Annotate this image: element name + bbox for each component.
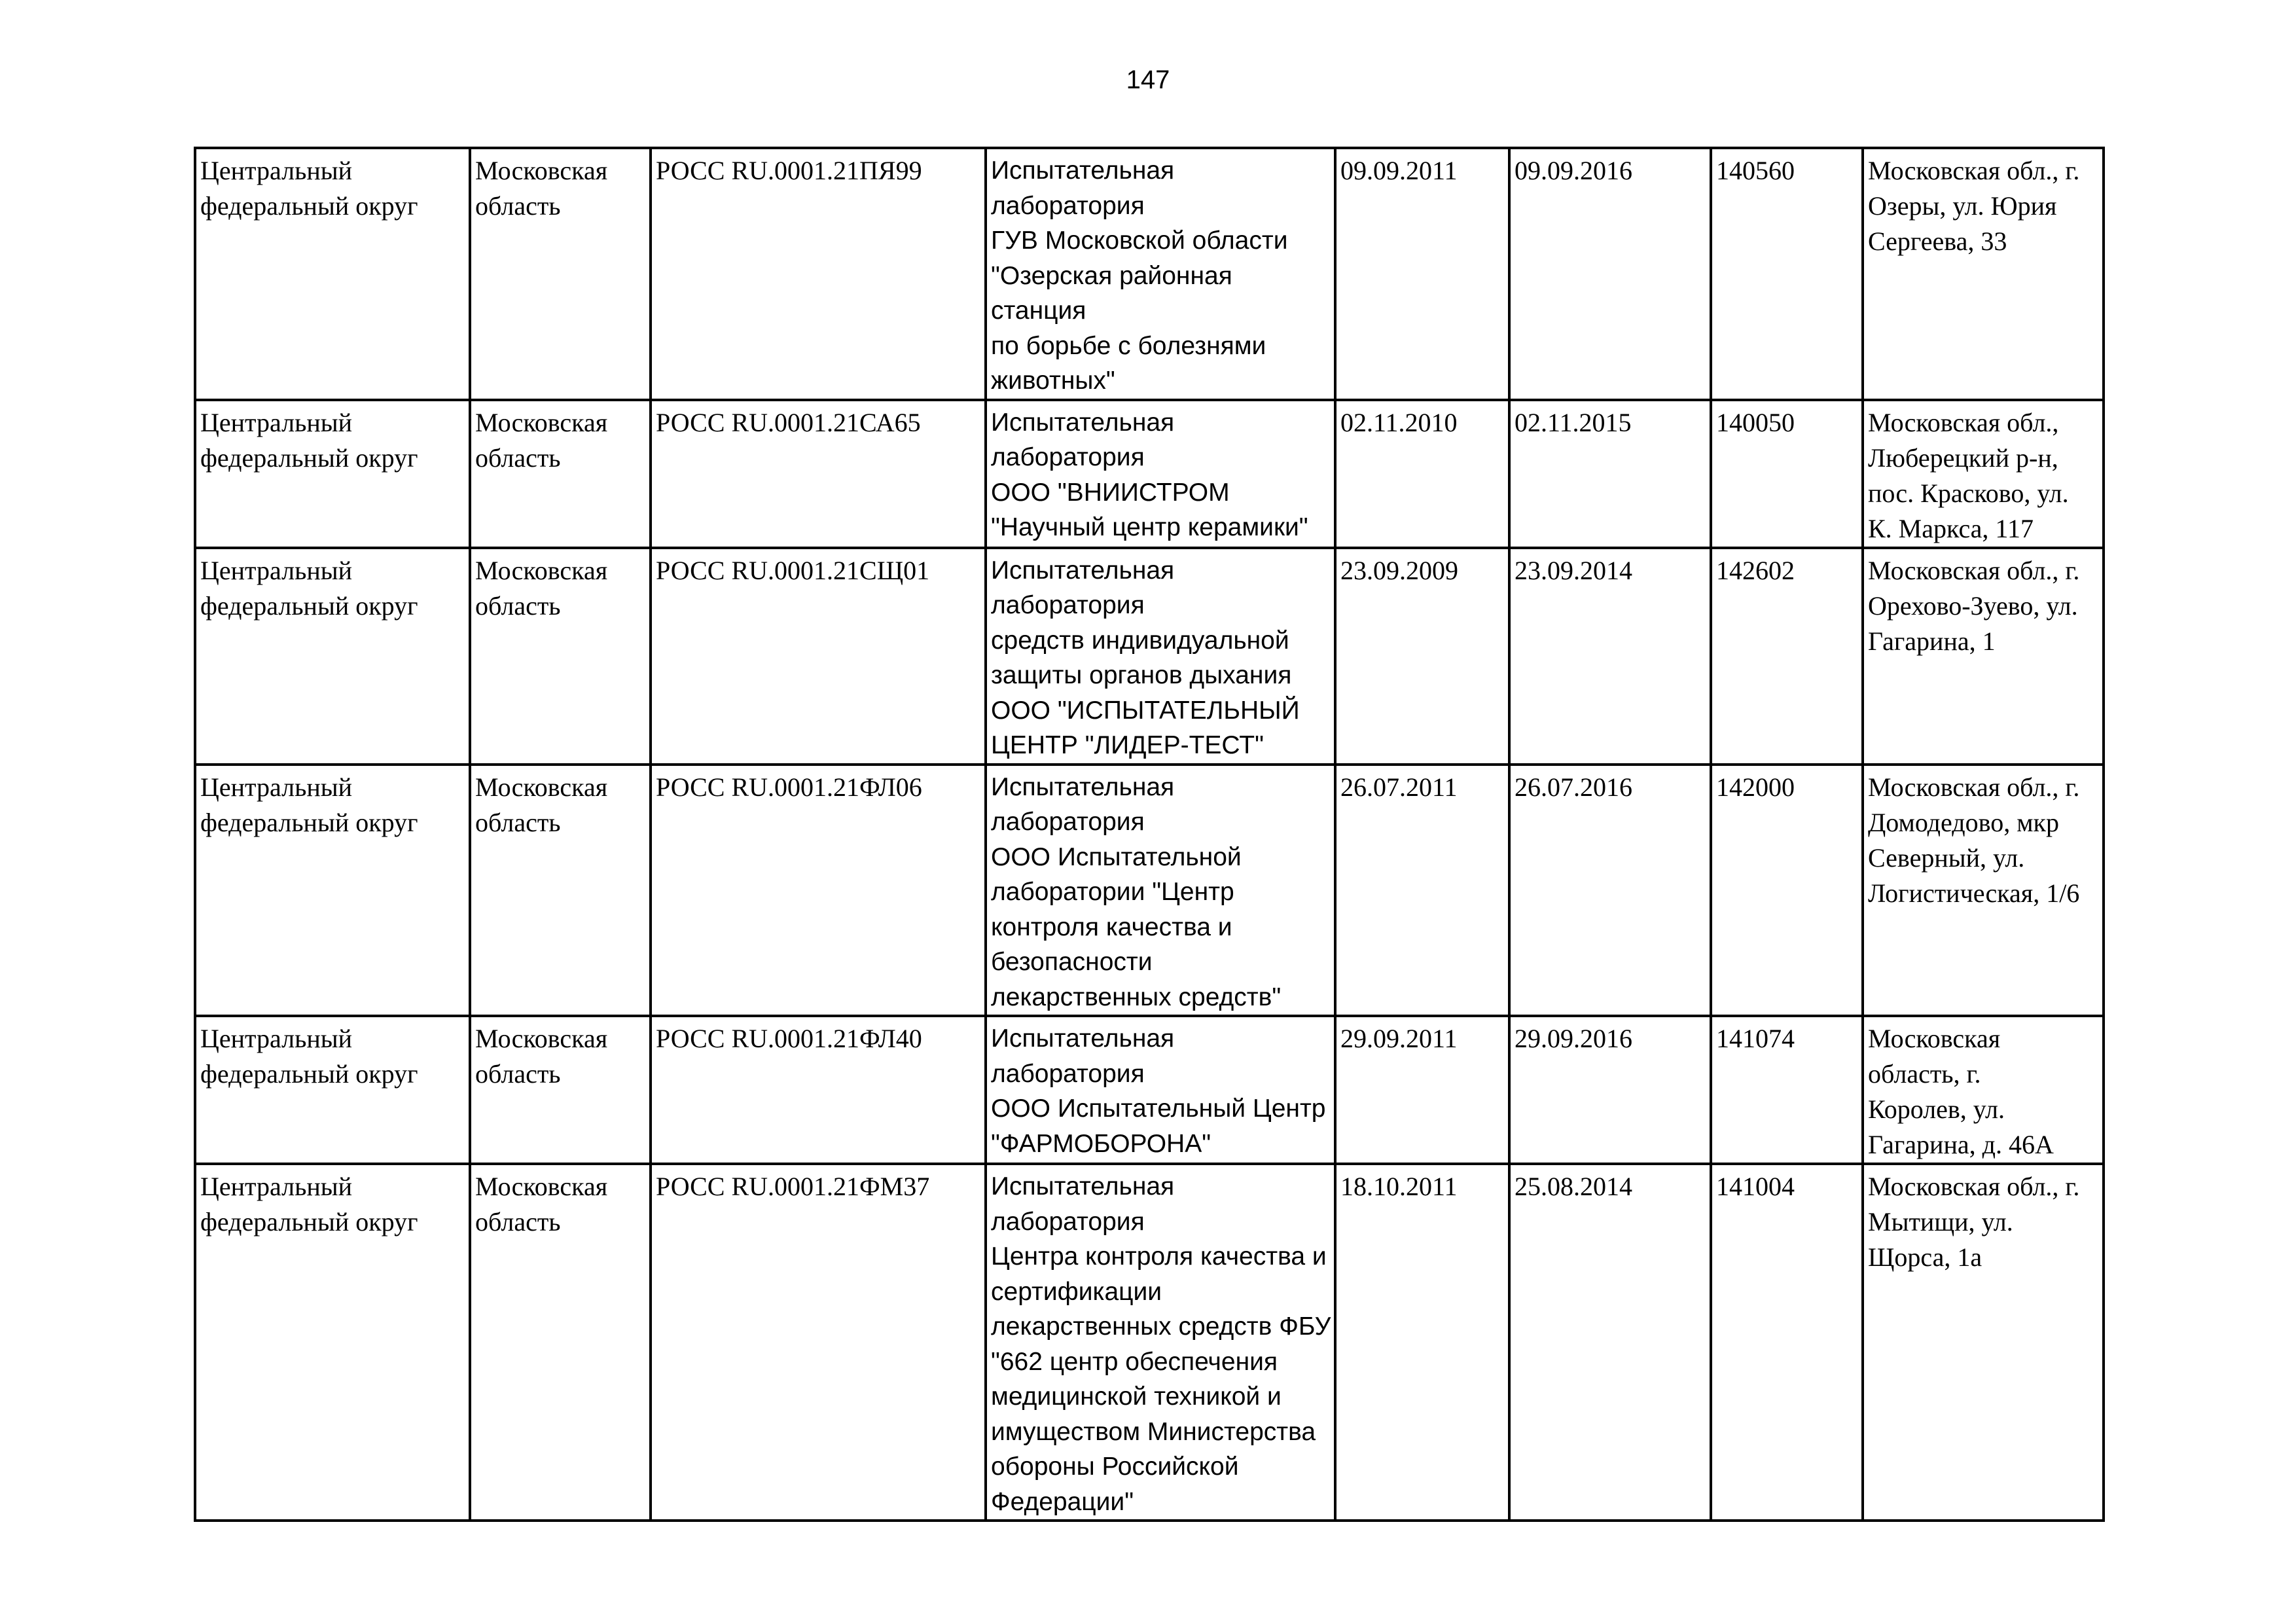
page-number: 147: [1126, 65, 1170, 94]
table-row: [195, 548, 2104, 765]
address-cell: Московская обл., г. Озеры, ул. Юрия Сергеева, 33: [1863, 148, 2104, 400]
district-cell: Центральный федеральный округ: [195, 400, 470, 548]
postal-code-cell: 140050: [1711, 400, 1863, 548]
district-cell: Центральный федеральный округ: [195, 548, 470, 765]
certificate-number-cell: РОСС RU.0001.21СЩ01: [651, 548, 986, 765]
table-row: [195, 400, 2104, 548]
region-cell: Московская область: [470, 1164, 651, 1521]
date-valid-cell: 25.08.2014: [1509, 1164, 1711, 1521]
laboratory-cell: Испытательная лаборатория ГУВ Московской области "Озерская районная станция по борьбе с болезнями животных": [986, 148, 1335, 400]
district-cell: Центральный федеральный округ: [195, 765, 470, 1017]
laboratory-cell: Испытательная лаборатория Центра контроля качества и сертификации лекарственных средств ФБУ "662 центр обеспечения медицинской техникой и имуществом Министерства обороны Российской Федерации": [986, 1164, 1335, 1521]
region-cell: Московская область: [470, 765, 651, 1017]
date-issued-cell: 02.11.2010: [1335, 400, 1509, 548]
date-valid-cell: 09.09.2016: [1509, 148, 1711, 400]
certificate-number-cell: РОСС RU.0001.21ФЛ06: [651, 765, 986, 1017]
district-cell: Центральный федеральный округ: [195, 1164, 470, 1521]
address-cell: Московская обл., Люберецкий р-н, пос. Красково, ул. К. Маркса, 117: [1863, 400, 2104, 548]
address-cell: Московская обл., г. Домодедово, мкр Северный, ул. Логистическая, 1/6: [1863, 765, 2104, 1017]
date-issued-cell: 29.09.2011: [1335, 1016, 1509, 1164]
district-cell: Центральный федеральный округ: [195, 1016, 470, 1164]
postal-code-cell: 141074: [1711, 1016, 1863, 1164]
postal-code-cell: 142602: [1711, 548, 1863, 765]
laboratory-cell: Испытательная лаборатория ООО Испытательной лаборатории "Центр контроля качества и безопасности лекарственных средств": [986, 765, 1335, 1017]
table-row: [195, 1164, 2104, 1521]
certificate-number-cell: РОСС RU.0001.21СА65: [651, 400, 986, 548]
date-issued-cell: 26.07.2011: [1335, 765, 1509, 1017]
date-issued-cell: 09.09.2011: [1335, 148, 1509, 400]
laboratory-cell: Испытательная лаборатория ООО Испытательный Центр "ФАРМОБОРОНА": [986, 1016, 1335, 1164]
region-cell: Московская область: [470, 1016, 651, 1164]
address-cell: Московская обл., г. Мытищи, ул. Щорса, 1а: [1863, 1164, 2104, 1521]
region-cell: Московская область: [470, 400, 651, 548]
accreditation-table: [194, 147, 2105, 1522]
postal-code-cell: 140560: [1711, 148, 1863, 400]
postal-code-cell: 142000: [1711, 765, 1863, 1017]
date-issued-cell: 23.09.2009: [1335, 548, 1509, 765]
date-valid-cell: 29.09.2016: [1509, 1016, 1711, 1164]
address-cell: Московская область, г. Королев, ул. Гагарина, д. 46А: [1863, 1016, 2104, 1164]
certificate-number-cell: РОСС RU.0001.21ФЛ40: [651, 1016, 986, 1164]
date-issued-cell: 18.10.2011: [1335, 1164, 1509, 1521]
table-row: [195, 1016, 2104, 1164]
laboratory-cell: Испытательная лаборатория средств индивидуальной защиты органов дыхания ООО "ИСПЫТАТЕЛЬНЫЙ ЦЕНТР "ЛИДЕР-ТЕСТ": [986, 548, 1335, 765]
postal-code-cell: 141004: [1711, 1164, 1863, 1521]
region-cell: Московская область: [470, 548, 651, 765]
certificate-number-cell: РОСС RU.0001.21ФМ37: [651, 1164, 986, 1521]
date-valid-cell: 23.09.2014: [1509, 548, 1711, 765]
address-cell: Московская обл., г. Орехово-Зуево, ул. Гагарина, 1: [1863, 548, 2104, 765]
date-valid-cell: 26.07.2016: [1509, 765, 1711, 1017]
certificate-number-cell: РОСС RU.0001.21ПЯ99: [651, 148, 986, 400]
date-valid-cell: 02.11.2015: [1509, 400, 1711, 548]
laboratory-cell: Испытательная лаборатория ООО "ВНИИСТРОМ "Научный центр керамики": [986, 400, 1335, 548]
table-row: [195, 765, 2104, 1017]
region-cell: Московская область: [470, 148, 651, 400]
district-cell: Центральный федеральный округ: [195, 148, 470, 400]
table-row: [195, 148, 2104, 400]
